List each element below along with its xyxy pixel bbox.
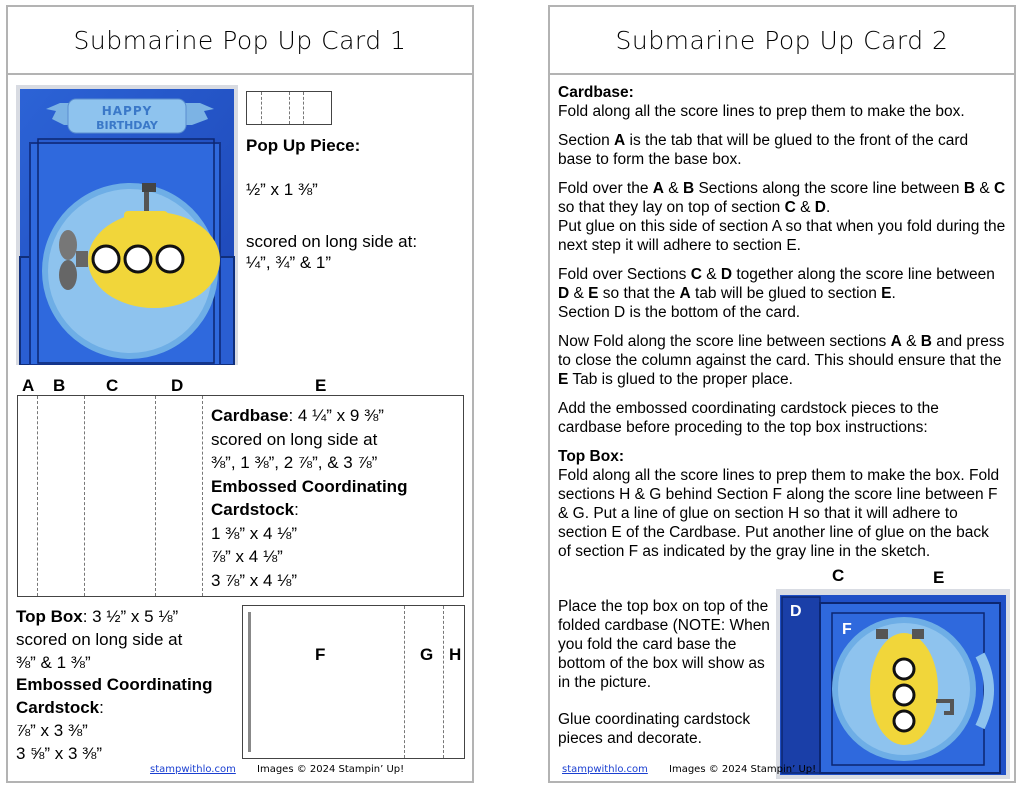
box-label-g: G	[420, 645, 434, 664]
card-photo	[16, 85, 238, 365]
footer	[562, 764, 816, 775]
svg-text:BIRTHDAY: BIRTHDAY	[96, 119, 158, 132]
cardbase-embossed-heading-2: Cardstock	[211, 500, 295, 519]
finished-card-photo	[776, 589, 1010, 779]
popup-scored-values: ¼”, ¾” & 1”	[246, 253, 332, 272]
footer	[150, 764, 404, 775]
popup-scored-label: scored on long side at:	[246, 232, 418, 251]
fold-ab-step: Fold over the A & B Sections along the score line between B & C so that they lay on top of section C & D.	[558, 180, 1006, 216]
popup-heading: Pop Up Piece:	[246, 136, 361, 155]
box-label-h: H	[449, 645, 462, 664]
topbox-scored-values: ⅜” & 1 ⅜”	[16, 652, 91, 672]
placement-text	[558, 597, 770, 758]
topbox-embossed-heading-2: Cardstock	[16, 698, 100, 718]
glue-coord-step: Glue coordinating cardstock pieces and decorate.	[558, 711, 751, 747]
photo-label-c: C	[832, 566, 845, 585]
section-d-step: Section D is the bottom of the card.	[558, 304, 801, 321]
section-label-c: C	[106, 376, 119, 395]
footer-credit: Images © 2024 Stampin’ Up!	[257, 764, 405, 775]
section-a-step: Section A is the tab that will be glued to the front of the card base to form the base box.	[558, 132, 969, 168]
fold-cd-step: Fold over Sections C & D together along the score line between D & E so that the A tab will be glued to section E.	[558, 266, 995, 302]
topbox-piece: 3 ⅝” x 3 ⅜”	[16, 743, 102, 763]
popup-piece-diagram	[246, 91, 332, 125]
topbox-piece: ⅞” x 3 ⅜”	[16, 720, 88, 740]
glue-line	[248, 612, 251, 752]
photo-label-e: E	[933, 568, 945, 587]
footer-link[interactable]: stampwithlo.com	[150, 764, 236, 775]
glue-step: Put glue on this side of section A so that when you fold during the next step it will adhere to section E.	[558, 218, 1006, 254]
cardbase-step-1: Fold along all the score lines to prep them to make the box.	[558, 103, 965, 120]
section-label-a: A	[22, 376, 35, 395]
now-fold-step: Now Fold along the score line between sections A & B and press to close the column against the card. This should ensure that the E Tab is glued to the proper place.	[558, 333, 1005, 388]
left-panel	[6, 5, 474, 783]
cardbase-embossed-heading: Embossed Coordinating	[211, 476, 408, 496]
cardbase-size: : 4 ¼” x 9 ⅜”	[288, 406, 384, 425]
place-step: Place the top box on top of the folded cardbase (NOTE: When you fold the card base the bottom of the box will show as in the picture.	[558, 598, 770, 691]
page-title: Submarine Pop Up Card 1	[8, 7, 472, 75]
box-label-f: F	[315, 645, 326, 664]
photo-label-d: D	[790, 603, 802, 620]
cardbase-text: Cardbase: 4 ¼” x 9 ⅜” scored on long side at ⅜”, 1 ⅜”, 2 ⅞”, & 3 ⅞” Embossed Coordinating Cardstock: 1 ⅜” x 4 ⅛” ⅞” x 4 ⅛” 3 ⅞” x 4 ⅛”	[211, 404, 407, 592]
cardbase-piece: ⅞” x 4 ⅛”	[211, 547, 283, 566]
topbox-step: Fold along all the score lines to prep them to make the box. Fold sections H & G behind Section F along the score line between F & G. Put a line of glue on section H so that it will adhere to section E of the Cardbase. Put another line of glue on the back of section F as indicated by the gray line in the sketch.	[558, 467, 1000, 560]
cardbase-heading: Cardbase:	[558, 84, 634, 101]
cardbase-piece: 1 ⅜” x 4 ⅛”	[211, 523, 297, 543]
page-title: Submarine Pop Up Card 2	[550, 7, 1014, 75]
cardbase-diagram	[17, 395, 464, 597]
footer-link[interactable]: stampwithlo.com	[562, 764, 648, 775]
topbox-text: Top Box: 3 ½” x 5 ⅛” scored on long side at ⅜” & 1 ⅜” Embossed Coordinating Cardstock: ⅞” x 3 ⅜” 3 ⅝” x 3 ⅜”	[16, 606, 212, 766]
right-panel	[548, 5, 1016, 783]
popup-size: ½” x 1 ⅜”	[246, 180, 318, 199]
cardbase-piece: 3 ⅞” x 4 ⅛”	[211, 570, 297, 590]
section-label-d: D	[171, 376, 184, 395]
section-label-b: B	[53, 376, 66, 395]
cardbase-scored-values: ⅜”, 1 ⅜”, 2 ⅞”, & 3 ⅞”	[211, 453, 378, 472]
topbox-diagram	[242, 605, 465, 759]
cardbase-scored-label: scored on long side at	[211, 429, 378, 449]
instructions	[558, 83, 1006, 561]
section-label-e: E	[315, 376, 327, 395]
photo-label-f: F	[842, 621, 852, 638]
topbox-heading: Top Box	[16, 607, 83, 626]
topbox-size: : 3 ½” x 5 ⅛”	[82, 607, 179, 626]
svg-text:HAPPY: HAPPY	[101, 104, 153, 118]
topbox-heading: Top Box:	[558, 448, 625, 465]
topbox-embossed-heading: Embossed Coordinating	[16, 675, 213, 695]
topbox-scored-label: scored on long side at	[16, 629, 183, 649]
footer-credit: Images © 2024 Stampin’ Up!	[669, 764, 817, 775]
add-embossed-step: Add the embossed coordinating cardstock pieces to the cardbase before proceding to the top box instructions:	[558, 400, 939, 436]
cardbase-heading: Cardbase	[211, 406, 289, 425]
